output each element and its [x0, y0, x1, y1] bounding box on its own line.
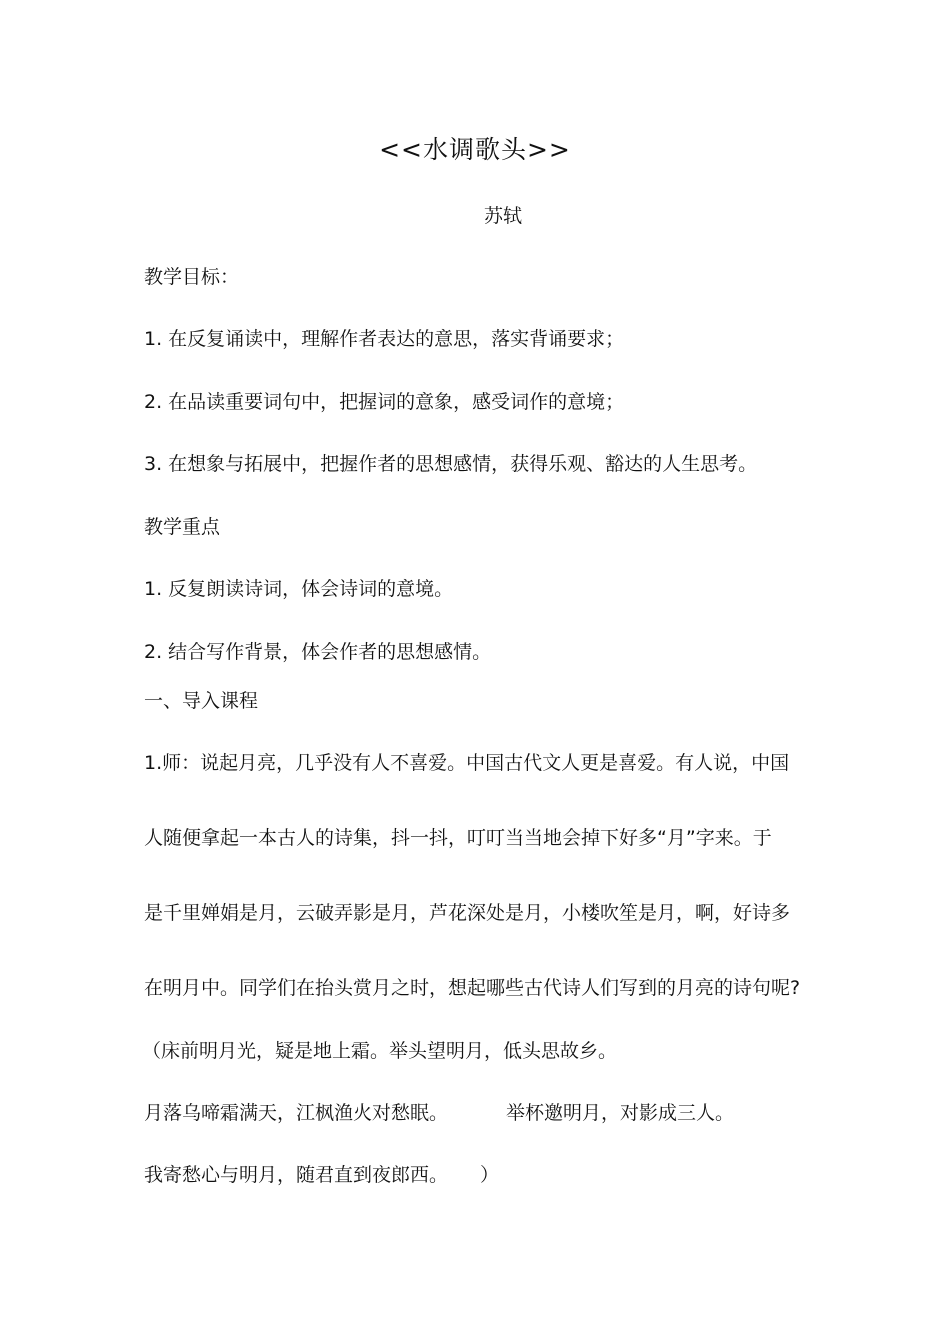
objective-item-3: 3. 在想象与拓展中，把握作者的思想感情，获得乐观、豁达的人生思考。	[144, 453, 758, 475]
paragraph-line-1: 1.师：说起月亮，几乎没有人不喜爱。中国古代文人更是喜爱。有人说，中国	[144, 752, 790, 774]
poem-line-3	[144, 1162, 499, 1188]
paragraph-line-4: 在明月中。同学们在抬头赏月之时，想起哪些古代诗人们写到的月亮的诗句呢?	[144, 977, 801, 999]
section-one-heading: 一、导入课程	[144, 690, 259, 712]
objective-item-2: 2. 在品读重要词句中，把握词的意象，感受词作的意境；	[144, 391, 625, 413]
poem-line-3-part-a: 我寄愁心与明月，随君直到夜郎西。	[144, 1164, 449, 1186]
focus-item-1: 1. 反复朗读诗词，体会诗词的意境。	[144, 578, 454, 600]
poem-line-2	[144, 1100, 734, 1126]
focus-heading: 教学重点	[144, 516, 221, 538]
document-title: <<水调歌头>>	[379, 135, 571, 164]
paragraph-line-2: 人随便拿起一本古人的诗集，抖一抖，叮叮当当地会掉下好多“月”字来。于	[144, 827, 772, 849]
paragraph-line-3: 是千里婵娟是月，云破弄影是月，芦花深处是月，小楼吹笙是月，啊，好诗多	[144, 902, 791, 924]
objective-item-1: 1. 在反复诵读中，理解作者表达的意思，落实背诵要求；	[144, 328, 625, 350]
author-name: 苏轼	[484, 205, 523, 227]
poem-line-3-close-paren: ）	[480, 1164, 500, 1186]
objectives-heading: 教学目标：	[144, 266, 240, 288]
poem-line-2-part-b: 举杯邀明月，对影成三人。	[506, 1102, 735, 1124]
focus-item-2: 2. 结合写作背景，体会作者的思想感情。	[144, 641, 492, 663]
poem-line-1: （床前明月光，疑是地上霜。举头望明月，低头思故乡。	[142, 1040, 618, 1062]
poem-line-2-part-a: 月落乌啼霜满天，江枫渔火对愁眠。	[144, 1102, 449, 1124]
